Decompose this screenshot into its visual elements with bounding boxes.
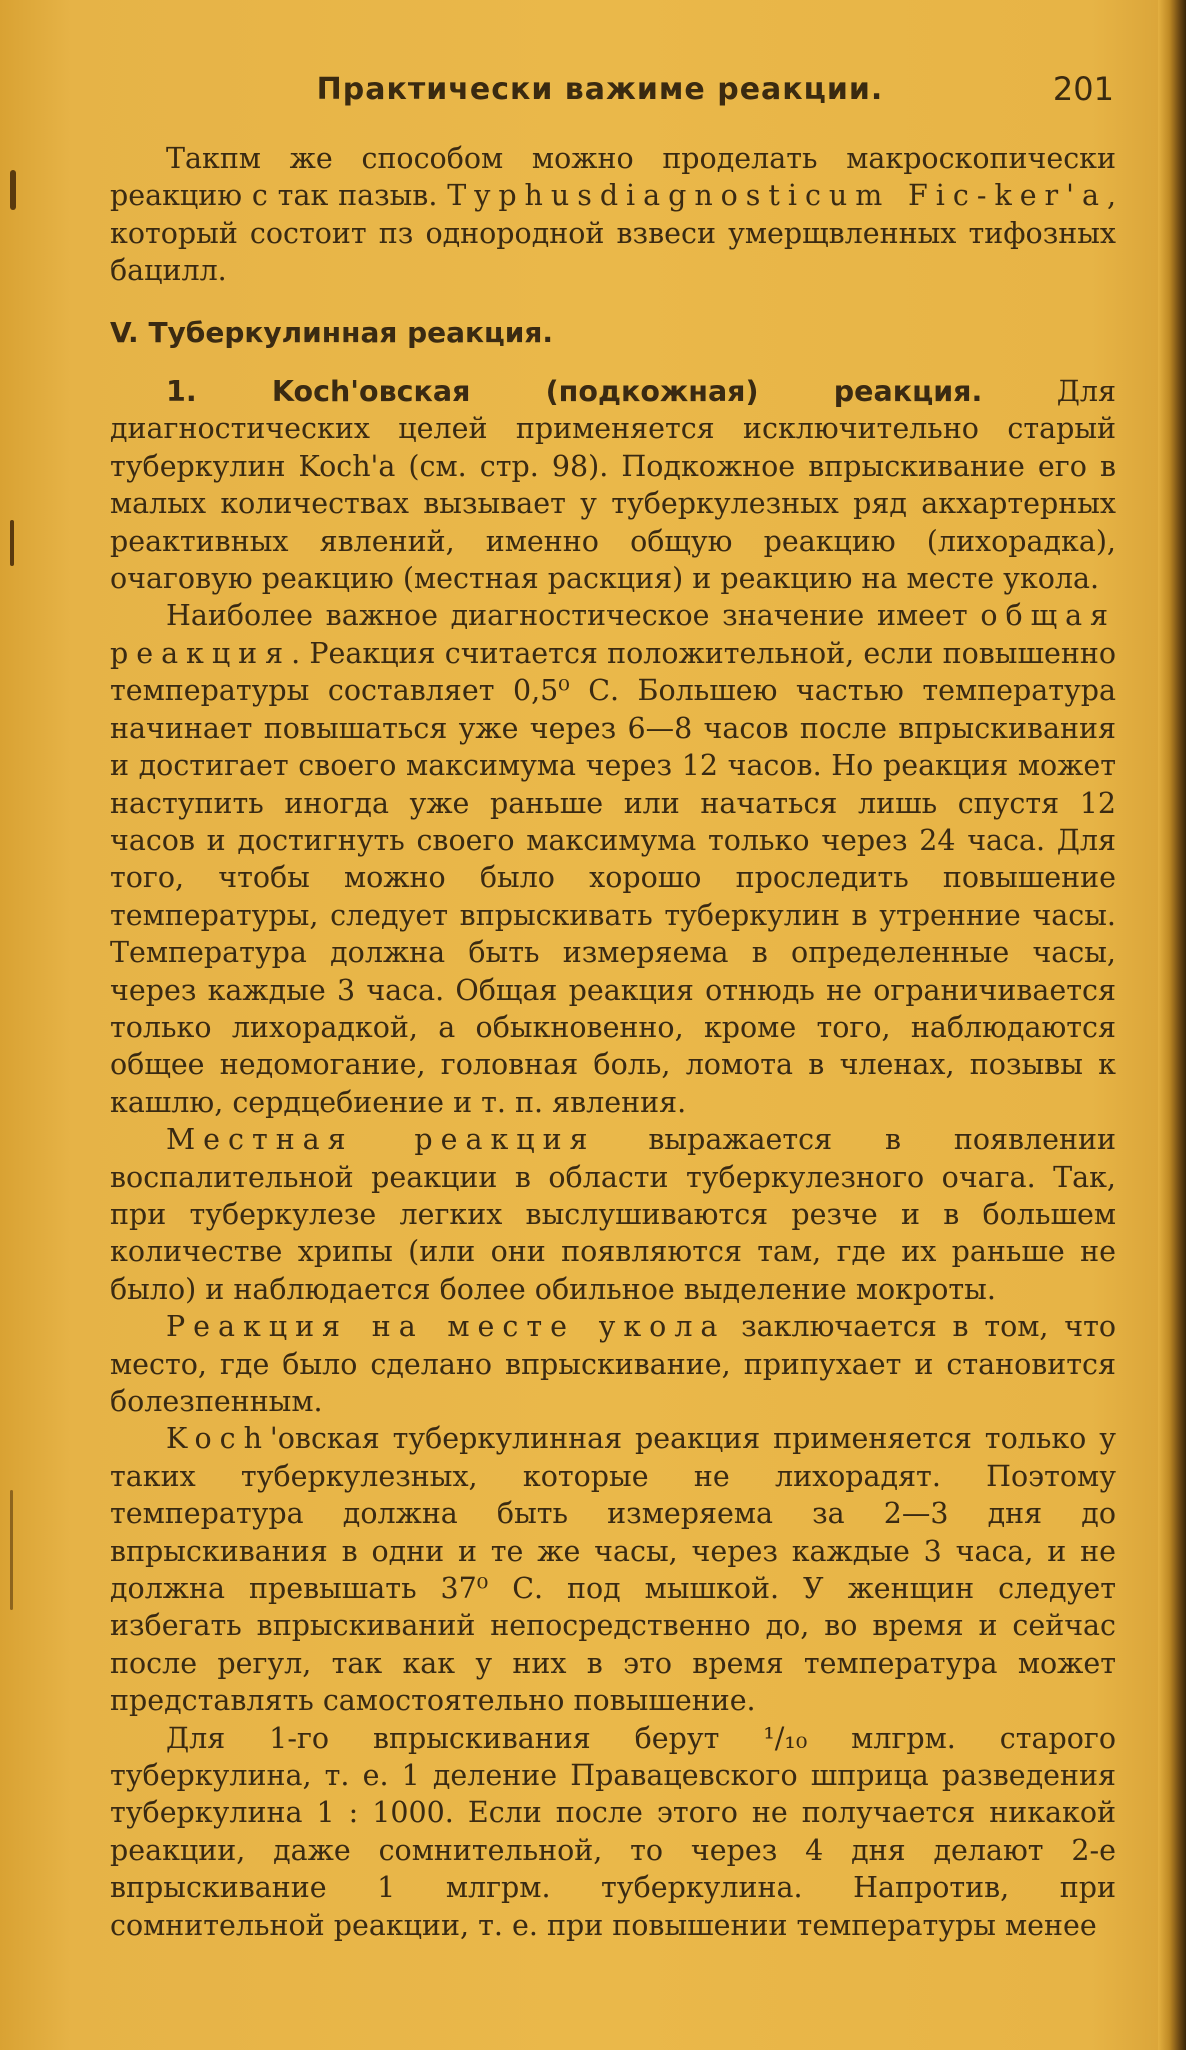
paragraph-koch-usage — [110, 1420, 1116, 1719]
text-run: Наиболее важное диагностическое значение имеет — [166, 599, 981, 633]
page-edge — [1158, 0, 1186, 2050]
paragraph-local-reaction — [110, 1121, 1116, 1308]
emphasized-term: Местная реакция — [166, 1123, 596, 1157]
page-number: 201 — [1052, 70, 1114, 108]
running-header — [160, 70, 1120, 118]
text-run: выражается в появлении воспалительной реакции в области туберкулезного очага. Так, при туберкулезе легких выслушиваются резче и в большем количестве хрипы (или они появляются там, где их раньше не было) и наблюдается более обильное выделение мокроты. — [110, 1123, 1117, 1306]
binding-mark — [10, 1490, 13, 1610]
subsection-lead: 1. Koch'овская (подкожная) реакция. — [166, 375, 983, 409]
text-run: Для диагностических целей применяется исключительно старый туберкулин Koch'a (см. стр. 98). Подкожное впрыскивание его в малых количествах вызывает у туберкулезных ряд акхартерных реактивных явлений, именно общую реакцию (лихорадка), очаговую реакцию (местная раскция) и реакцию на месте укола. — [110, 375, 1116, 596]
emphasized-term: Koch — [166, 1422, 270, 1456]
binding-mark — [10, 520, 14, 566]
paragraph-dosage — [110, 1720, 1116, 1944]
text-run: Для 1-го впрыскивания берут ¹/₁₀ млгрм. старого туберкулина, т. е. 1 деление Правацевского шприца разведения туберкулина 1 : 1000. Если после этого не получается никакой реакции, даже сомнительной, то через 4 дня делают 2-е впрыскивание 1 млгрм. туберкулина. Напротив, при сомнительной реакции, т. е. при повышении температуры менее — [110, 1721, 1116, 1942]
paragraph-injection-site — [110, 1308, 1116, 1420]
text-run: . Реакция считается положительной, если повышенно температуры составляет 0,5⁰ С. Большею частью температура начинает повышаться уже через 6—8 часов после впрыскивания и достигает своего максимума через 12 часов. Но реакция может наступить иногда уже раньше или начаться лишь спустя 12 часов и достигнуть своего максимума только через 24 часа. Для того, чтобы можно было хорошо проследить повышение температуры, следует впрыскивать туберкулин в утренние часы. Температура должна быть измеряема в определенные часы, через каждые 3 часа. Общая реакция отнюдь не ограничивается только лихорадкой, а обыкновенно, кроме того, наблюдаются общее недомогание, головная боль, ломота в членах, позывы к кашлю, сердцебиение и т. п. явления. — [110, 636, 1116, 1119]
paragraph-koch-reaction — [110, 373, 1116, 597]
text-run: 'овская туберкулинная реакция применяется только у таких туберкулезных, которые не лихорадят. Поэтому температура должна быть измеряема за 2—3 дня до впрыскивания в одни и те же часы, через каждые 3 часа, и не должна превышать 37⁰ С. под мышкой. У женщин следует избегать впрыскиваний непосредственно до, во время и сейчас после регул, так как у них в это время температура может представлять самостоятельно повышение. — [110, 1422, 1116, 1718]
paragraph-typhus — [110, 140, 1116, 290]
running-title: Практически важиме реакции. — [316, 72, 884, 107]
text-run: Такпм же способом можно проделать макроскопически реакцию с так пазыв. — [110, 142, 1116, 213]
text-run: , который состоит пз однородной взвеси умерщвленных тифозных бацилл. — [110, 179, 1116, 288]
emphasized-term: Реакция на месте укола — [166, 1310, 726, 1344]
binding-mark — [10, 170, 16, 210]
paragraph-general-reaction — [110, 597, 1116, 1121]
page-body — [110, 140, 1116, 1944]
text-run: заключается в том, что место, где было сделано впрыскивание, припухает и становится болезпенным. — [110, 1310, 1116, 1418]
text-run-spaced: Typhusdiagnosticum Fic-ker'a — [447, 179, 1107, 213]
section-heading: V. Туберкулинная реакция. — [110, 315, 553, 349]
emphasized-term: общая реакция — [110, 599, 1116, 670]
